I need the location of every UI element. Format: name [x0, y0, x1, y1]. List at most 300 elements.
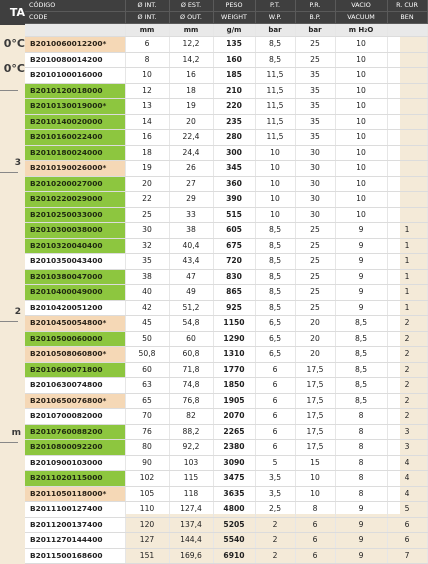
cell-code: B2010320040400: [25, 238, 125, 254]
cell-vacuum: 10: [335, 130, 387, 146]
cell-int-diameter: 102: [125, 471, 169, 487]
table-row: [25, 548, 427, 564]
cell-code: B2010190026000*: [25, 161, 125, 177]
cell-out-diameter: 51,2: [169, 300, 213, 316]
cell-bend-radius: 2: [387, 316, 427, 332]
cell-burst-pressure: 30: [295, 192, 335, 208]
cell-bend-radius: 7: [387, 548, 427, 564]
cell-burst-pressure: 35: [295, 68, 335, 84]
table-row: [25, 68, 427, 84]
cell-working-pressure: 2: [255, 548, 295, 564]
cell-working-pressure: 6,5: [255, 316, 295, 332]
cell-vacuum: 9: [335, 517, 387, 533]
cell-weight: 865: [213, 285, 255, 301]
cell-bend-radius: 1: [387, 254, 427, 270]
cell-burst-pressure: 17,5: [295, 440, 335, 456]
cell-bend-radius: [387, 37, 427, 53]
left-mark-2: 2: [14, 307, 21, 317]
cell-bend-radius: [387, 145, 427, 161]
cell-int-diameter: 8: [125, 52, 169, 68]
cell-working-pressure: 10: [255, 145, 295, 161]
col-header-out: Ø EST.: [169, 0, 213, 12]
cell-vacuum: 10: [335, 114, 387, 130]
cell-burst-pressure: 10: [295, 471, 335, 487]
cell-working-pressure: 11,5: [255, 68, 295, 84]
cell-bend-radius: [387, 207, 427, 223]
cell-working-pressure: 8,5: [255, 37, 295, 53]
cell-working-pressure: 8,5: [255, 52, 295, 68]
cell-int-diameter: 16: [125, 130, 169, 146]
cell-burst-pressure: 17,5: [295, 424, 335, 440]
cell-burst-pressure: 17,5: [295, 409, 335, 425]
table-row: [25, 331, 427, 347]
cell-burst-pressure: 15: [295, 455, 335, 471]
unit-int: mm: [125, 24, 169, 37]
cell-vacuum: 8: [335, 440, 387, 456]
cell-working-pressure: 10: [255, 192, 295, 208]
cell-code: B2010130019000*: [25, 99, 125, 115]
table-row: [25, 83, 427, 99]
cell-int-diameter: 19: [125, 161, 169, 177]
cell-vacuum: 8,5: [335, 378, 387, 394]
unit-out: mm: [169, 24, 213, 37]
cell-vacuum: 10: [335, 99, 387, 115]
table-row: [25, 486, 427, 502]
cell-bend-radius: 2: [387, 331, 427, 347]
col-header-wp-en: W.P.: [255, 12, 295, 24]
cell-burst-pressure: 6: [295, 548, 335, 564]
cell-working-pressure: 2,5: [255, 502, 295, 518]
cell-int-diameter: 42: [125, 300, 169, 316]
cell-bend-radius: 4: [387, 471, 427, 487]
cell-code: B2010100016000: [25, 68, 125, 84]
cell-int-diameter: 120: [125, 517, 169, 533]
unit-code: [25, 24, 125, 37]
cell-vacuum: 10: [335, 207, 387, 223]
cell-weight: 675: [213, 238, 255, 254]
cell-vacuum: 8: [335, 455, 387, 471]
cell-out-diameter: 22,4: [169, 130, 213, 146]
cell-vacuum: 9: [335, 269, 387, 285]
cell-vacuum: 10: [335, 83, 387, 99]
table-row: [25, 517, 427, 533]
left-temp-2: 0°C: [3, 62, 25, 75]
table-row: [25, 269, 427, 285]
cell-out-diameter: 76,8: [169, 393, 213, 409]
header-row-es: [25, 0, 427, 12]
cell-working-pressure: 6: [255, 393, 295, 409]
cell-code: B2010600071800: [25, 362, 125, 378]
table-row: [25, 207, 427, 223]
cell-out-diameter: 144,4: [169, 533, 213, 549]
cell-out-diameter: 118: [169, 486, 213, 502]
cell-out-diameter: 16: [169, 68, 213, 84]
cell-code: B2010508060800*: [25, 347, 125, 363]
cell-burst-pressure: 35: [295, 114, 335, 130]
cell-working-pressure: 6,5: [255, 347, 295, 363]
cell-vacuum: 8: [335, 409, 387, 425]
cell-int-diameter: 25: [125, 207, 169, 223]
cell-int-diameter: 20: [125, 176, 169, 192]
table-row: [25, 300, 427, 316]
cell-working-pressure: 11,5: [255, 99, 295, 115]
cell-weight: 3090: [213, 455, 255, 471]
col-header-wp: P.T.: [255, 0, 295, 12]
table-row: [25, 347, 427, 363]
cell-code: B2010350043400: [25, 254, 125, 270]
cell-burst-pressure: 20: [295, 331, 335, 347]
table-row: [25, 502, 427, 518]
cell-code: B2011500168600: [25, 548, 125, 564]
cell-bend-radius: 1: [387, 285, 427, 301]
col-header-vacuum: VACIO: [335, 0, 387, 12]
cell-out-diameter: 127,4: [169, 502, 213, 518]
cell-out-diameter: 49: [169, 285, 213, 301]
cell-burst-pressure: 30: [295, 145, 335, 161]
cell-bend-radius: 2: [387, 393, 427, 409]
cell-code: B2010700082000: [25, 409, 125, 425]
cell-vacuum: 8: [335, 471, 387, 487]
cell-working-pressure: 6: [255, 409, 295, 425]
cell-vacuum: 8,5: [335, 347, 387, 363]
col-header-bend: R. CUR: [387, 0, 427, 12]
cell-vacuum: 9: [335, 300, 387, 316]
cell-weight: 3475: [213, 471, 255, 487]
cell-out-diameter: 47: [169, 269, 213, 285]
header-row-en: [25, 12, 427, 24]
cell-weight: 235: [213, 114, 255, 130]
left-panel: [0, 0, 25, 544]
cell-vacuum: 8: [335, 486, 387, 502]
spec-table: [25, 0, 428, 564]
cell-bend-radius: 2: [387, 362, 427, 378]
cell-weight: 925: [213, 300, 255, 316]
cell-int-diameter: 70: [125, 409, 169, 425]
cell-working-pressure: 3,5: [255, 471, 295, 487]
col-header-vacuum-en: VACUUM: [335, 12, 387, 24]
cell-burst-pressure: 30: [295, 176, 335, 192]
cell-code: B2011050118000*: [25, 486, 125, 502]
cell-burst-pressure: 20: [295, 347, 335, 363]
cell-weight: 160: [213, 52, 255, 68]
cell-burst-pressure: 25: [295, 238, 335, 254]
table-row: [25, 471, 427, 487]
cell-working-pressure: 8,5: [255, 223, 295, 239]
col-header-code: CÓDIGO: [25, 0, 125, 12]
cell-vacuum: 10: [335, 37, 387, 53]
cell-burst-pressure: 25: [295, 285, 335, 301]
left-mark-3: m: [11, 428, 21, 438]
spec-table-container: [25, 0, 418, 560]
cell-vacuum: 9: [335, 223, 387, 239]
table-row: [25, 176, 427, 192]
cell-burst-pressure: 6: [295, 517, 335, 533]
cell-code: B2010060012200*: [25, 37, 125, 53]
table-row: [25, 440, 427, 456]
cell-burst-pressure: 25: [295, 223, 335, 239]
table-row: [25, 99, 427, 115]
cell-code: B2010140020000: [25, 114, 125, 130]
cell-weight: 345: [213, 161, 255, 177]
cell-weight: 3635: [213, 486, 255, 502]
cell-out-diameter: 88,2: [169, 424, 213, 440]
cell-bend-radius: 1: [387, 238, 427, 254]
cell-working-pressure: 10: [255, 176, 295, 192]
cell-bend-radius: 3: [387, 424, 427, 440]
cell-out-diameter: 60,8: [169, 347, 213, 363]
cell-code: B2011020115000: [25, 471, 125, 487]
cell-code: B2010900103000: [25, 455, 125, 471]
cell-out-diameter: 20: [169, 114, 213, 130]
cell-code: B2011100127400: [25, 502, 125, 518]
cell-vacuum: 10: [335, 68, 387, 84]
cell-int-diameter: 110: [125, 502, 169, 518]
cell-vacuum: 9: [335, 254, 387, 270]
col-header-bp-en: B.P.: [295, 12, 335, 24]
cell-out-diameter: 137,4: [169, 517, 213, 533]
cell-weight: 220: [213, 99, 255, 115]
cell-vacuum: 9: [335, 285, 387, 301]
cell-bend-radius: [387, 192, 427, 208]
cell-int-diameter: 38: [125, 269, 169, 285]
cell-bend-radius: [387, 52, 427, 68]
col-header-bend-en: BEN: [387, 12, 427, 24]
table-row: [25, 455, 427, 471]
cell-vacuum: 8,5: [335, 316, 387, 332]
cell-out-diameter: 40,4: [169, 238, 213, 254]
cell-int-diameter: 50,8: [125, 347, 169, 363]
cell-bend-radius: 1: [387, 300, 427, 316]
cell-code: B2010180024000: [25, 145, 125, 161]
cell-burst-pressure: 8: [295, 502, 335, 518]
cell-weight: 4800: [213, 502, 255, 518]
cell-working-pressure: 6,5: [255, 331, 295, 347]
left-temp-1: 0°C: [3, 37, 25, 50]
cell-weight: 1850: [213, 378, 255, 394]
cell-weight: 1770: [213, 362, 255, 378]
cell-out-diameter: 26: [169, 161, 213, 177]
col-header-bp: P.R.: [295, 0, 335, 12]
cell-weight: 280: [213, 130, 255, 146]
cell-working-pressure: 6: [255, 440, 295, 456]
cell-out-diameter: 92,2: [169, 440, 213, 456]
cell-int-diameter: 22: [125, 192, 169, 208]
cell-out-diameter: 115: [169, 471, 213, 487]
cell-code: B2010420051200: [25, 300, 125, 316]
table-row: [25, 316, 427, 332]
cell-code: B2010400049000: [25, 285, 125, 301]
cell-vacuum: 10: [335, 145, 387, 161]
cell-out-diameter: 82: [169, 409, 213, 425]
cell-code: B2010160022400: [25, 130, 125, 146]
cell-bend-radius: 1: [387, 269, 427, 285]
cell-working-pressure: 2: [255, 533, 295, 549]
cell-out-diameter: 29: [169, 192, 213, 208]
cell-bend-radius: [387, 114, 427, 130]
cell-weight: 5205: [213, 517, 255, 533]
cell-weight: 6910: [213, 548, 255, 564]
cell-weight: 210: [213, 83, 255, 99]
cell-burst-pressure: 25: [295, 300, 335, 316]
cell-bend-radius: 6: [387, 533, 427, 549]
cell-code: B2010200027000: [25, 176, 125, 192]
cell-vacuum: 9: [335, 502, 387, 518]
cell-weight: 830: [213, 269, 255, 285]
left-mark-1: 3: [14, 158, 21, 168]
cell-out-diameter: 14,2: [169, 52, 213, 68]
col-header-int: Ø INT.: [125, 0, 169, 12]
cell-working-pressure: 6: [255, 362, 295, 378]
cell-working-pressure: 10: [255, 207, 295, 223]
cell-out-diameter: 18: [169, 83, 213, 99]
cell-weight: 1905: [213, 393, 255, 409]
col-header-weight: PESO: [213, 0, 255, 12]
col-header-code-en: CODE: [25, 12, 125, 24]
cell-vacuum: 8: [335, 424, 387, 440]
cell-out-diameter: 169,6: [169, 548, 213, 564]
cell-bend-radius: 3: [387, 440, 427, 456]
cell-weight: 185: [213, 68, 255, 84]
cell-working-pressure: 6: [255, 378, 295, 394]
cell-working-pressure: 8,5: [255, 300, 295, 316]
cell-out-diameter: 103: [169, 455, 213, 471]
table-row: [25, 533, 427, 549]
cell-bend-radius: 2: [387, 378, 427, 394]
cell-code: B2010450054800*: [25, 316, 125, 332]
cell-vacuum: 10: [335, 176, 387, 192]
cell-burst-pressure: 25: [295, 254, 335, 270]
cell-weight: 2265: [213, 424, 255, 440]
cell-out-diameter: 33: [169, 207, 213, 223]
table-row: [25, 223, 427, 239]
left-divider: [0, 442, 18, 443]
cell-vacuum: 8,5: [335, 362, 387, 378]
cell-burst-pressure: 25: [295, 52, 335, 68]
cell-out-diameter: 12,2: [169, 37, 213, 53]
unit-wp: bar: [255, 24, 295, 37]
cell-working-pressure: 6: [255, 424, 295, 440]
table-row: [25, 409, 427, 425]
cell-weight: 605: [213, 223, 255, 239]
cell-vacuum: 9: [335, 548, 387, 564]
cell-code: B2010650076800*: [25, 393, 125, 409]
cell-burst-pressure: 6: [295, 533, 335, 549]
cell-int-diameter: 18: [125, 145, 169, 161]
cell-weight: 300: [213, 145, 255, 161]
cell-bend-radius: 2: [387, 409, 427, 425]
left-divider: [0, 90, 18, 91]
cell-code: B2010120018000: [25, 83, 125, 99]
cell-bend-radius: [387, 99, 427, 115]
cell-bend-radius: 1: [387, 223, 427, 239]
cell-out-diameter: 74,8: [169, 378, 213, 394]
cell-int-diameter: 6: [125, 37, 169, 53]
cell-int-diameter: 13: [125, 99, 169, 115]
cell-int-diameter: 80: [125, 440, 169, 456]
cell-out-diameter: 60: [169, 331, 213, 347]
table-row: [25, 285, 427, 301]
cell-out-diameter: 71,8: [169, 362, 213, 378]
cell-code: B2010080014200: [25, 52, 125, 68]
table-row: [25, 161, 427, 177]
cell-burst-pressure: 17,5: [295, 362, 335, 378]
cell-vacuum: 9: [335, 533, 387, 549]
cell-burst-pressure: 35: [295, 83, 335, 99]
cell-weight: 1290: [213, 331, 255, 347]
table-row: [25, 362, 427, 378]
cell-bend-radius: [387, 130, 427, 146]
cell-int-diameter: 90: [125, 455, 169, 471]
cell-weight: 720: [213, 254, 255, 270]
unit-vacuum: m H₂O: [335, 24, 387, 37]
cell-weight: 515: [213, 207, 255, 223]
table-row: [25, 37, 427, 53]
cell-code: B2010800092200: [25, 440, 125, 456]
cell-weight: 360: [213, 176, 255, 192]
cell-int-diameter: 35: [125, 254, 169, 270]
cell-bend-radius: 6: [387, 517, 427, 533]
table-row: [25, 114, 427, 130]
cell-int-diameter: 127: [125, 533, 169, 549]
cell-bend-radius: [387, 161, 427, 177]
cell-weight: 390: [213, 192, 255, 208]
cell-bend-radius: 2: [387, 347, 427, 363]
cell-int-diameter: 10: [125, 68, 169, 84]
cell-weight: 135: [213, 37, 255, 53]
cell-working-pressure: 2: [255, 517, 295, 533]
table-row: [25, 393, 427, 409]
cell-bend-radius: [387, 83, 427, 99]
left-divider: [0, 172, 18, 173]
cell-code: B2011270144400: [25, 533, 125, 549]
cell-bend-radius: [387, 176, 427, 192]
cell-int-diameter: 63: [125, 378, 169, 394]
cell-burst-pressure: 25: [295, 37, 335, 53]
table-row: [25, 145, 427, 161]
left-header: TA: [0, 0, 25, 25]
cell-code: B2011200137400: [25, 517, 125, 533]
cell-out-diameter: 43,4: [169, 254, 213, 270]
cell-int-diameter: 14: [125, 114, 169, 130]
units-row: [25, 24, 427, 37]
cell-weight: 2070: [213, 409, 255, 425]
col-header-out-en: Ø OUT.: [169, 12, 213, 24]
cell-burst-pressure: 30: [295, 207, 335, 223]
cell-int-diameter: 12: [125, 83, 169, 99]
cell-code: B2010630074800: [25, 378, 125, 394]
cell-vacuum: 10: [335, 52, 387, 68]
cell-int-diameter: 40: [125, 285, 169, 301]
cell-working-pressure: 11,5: [255, 114, 295, 130]
cell-burst-pressure: 35: [295, 99, 335, 115]
col-header-int-en: Ø INT.: [125, 12, 169, 24]
cell-bend-radius: 4: [387, 455, 427, 471]
cell-code: B2010500060000: [25, 331, 125, 347]
cell-working-pressure: 3,5: [255, 486, 295, 502]
cell-code: B2010760088200: [25, 424, 125, 440]
cell-burst-pressure: 30: [295, 161, 335, 177]
cell-bend-radius: [387, 68, 427, 84]
cell-out-diameter: 24,4: [169, 145, 213, 161]
cell-working-pressure: 8,5: [255, 254, 295, 270]
cell-burst-pressure: 35: [295, 130, 335, 146]
col-header-weight-en: WEIGHT: [213, 12, 255, 24]
cell-weight: 2380: [213, 440, 255, 456]
left-divider: [0, 321, 18, 322]
cell-burst-pressure: 10: [295, 486, 335, 502]
unit-bp: bar: [295, 24, 335, 37]
cell-vacuum: 8,5: [335, 393, 387, 409]
